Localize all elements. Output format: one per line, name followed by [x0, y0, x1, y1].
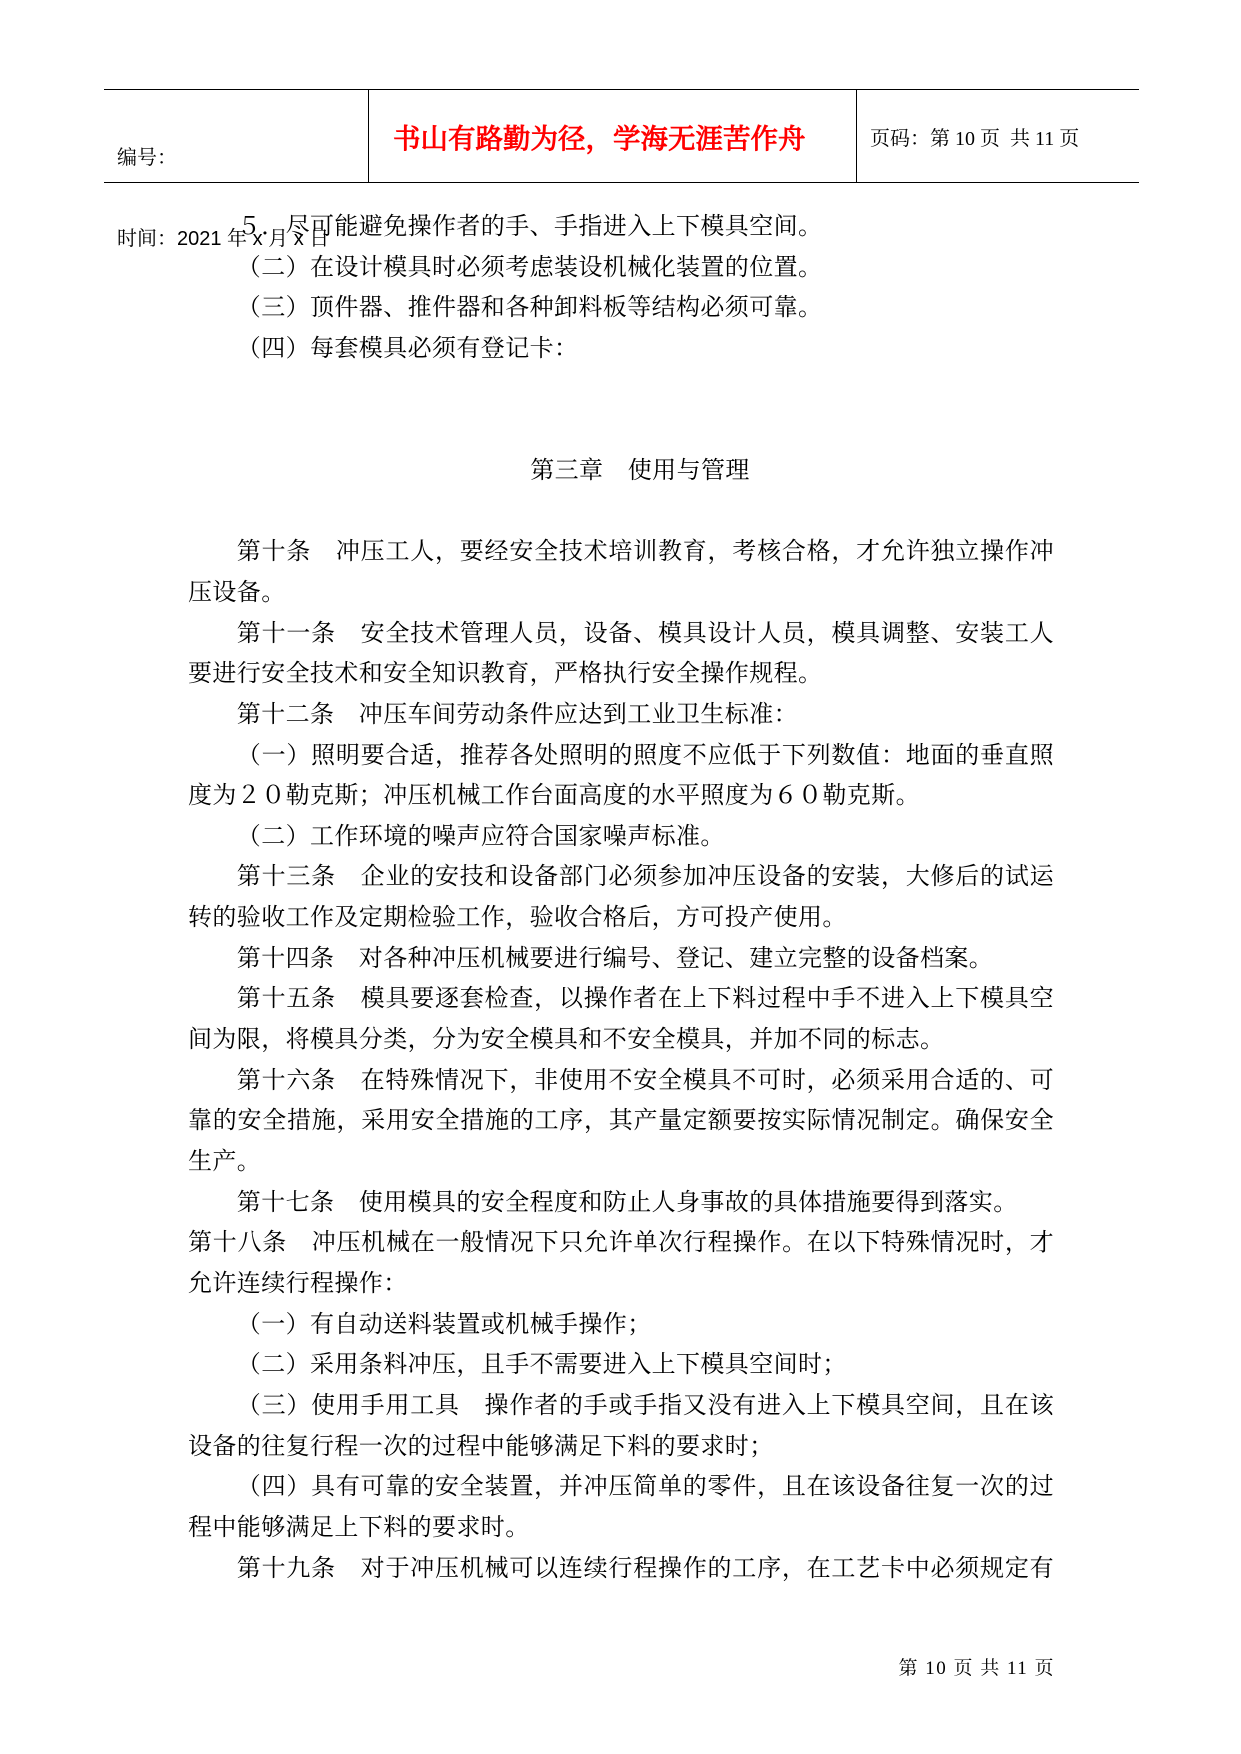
- article-paragraph: [188, 979, 1054, 1060]
- list-item: ５．尽可能避免操作者的手、手指进入上下模具空间。: [236, 214, 823, 240]
- paragraph-line: 第十条 冲压工人，要经安全技术培训教育，考核合格，才允许独立操作冲: [236, 539, 1054, 566]
- document-body: [188, 207, 1054, 1589]
- paragraph-line: 要进行安全技术和安全知识教育，严格执行安全操作规程。: [188, 661, 823, 688]
- article-paragraph: [188, 1183, 1054, 1224]
- header-page-cell: [856, 90, 1139, 182]
- paragraph-line: 生产。: [188, 1149, 262, 1176]
- paragraph-line: 第十三条 企业的安技和设备部门必须参加冲压设备的安装，大修后的试运: [236, 864, 1054, 891]
- article-paragraph: [188, 939, 1054, 980]
- article-paragraph: [188, 1305, 1054, 1346]
- serial-number-label: 编号：: [117, 147, 177, 169]
- list-item: （二）在设计模具时必须考虑装设机械化装置的位置。: [236, 254, 823, 281]
- article-paragraph: [188, 817, 1054, 858]
- paragraph-line: 允许连续行程操作：: [188, 1271, 408, 1298]
- date-line: 时间：2021 年 x 月 x 日: [117, 228, 330, 250]
- article-paragraph: [188, 1061, 1054, 1183]
- paragraph-line: 程中能够满足上下料的要求时。: [188, 1514, 530, 1541]
- paragraph-line: （二）工作环境的噪声应符合国家噪声标准。: [236, 823, 725, 850]
- article-paragraph: [188, 1549, 1054, 1590]
- paragraph-line: 第十四条 对各种冲压机械要进行编号、登记、建立完整的设备档案。: [236, 945, 994, 972]
- header-meta-cell: [104, 90, 368, 250]
- header-page-info: 页码：第 10 页 共 11 页: [870, 127, 1080, 150]
- paragraph-line: （四）具有可靠的安全装置，并冲压简单的零件，且在该设备往复一次的过: [236, 1474, 1054, 1501]
- paragraph-line: （三）使用手用工具 操作者的手或手指又没有进入上下模具空间，且在该: [236, 1393, 1054, 1419]
- footer-page-number: 第 10 页 共 11 页: [898, 1658, 1055, 1679]
- article-paragraph: [188, 614, 1054, 695]
- paragraph-line: 设备的往复行程一次的过程中能够满足下料的要求时；: [188, 1433, 774, 1460]
- motto-text: 书山有路勤为径，学海无涯苦作舟: [393, 123, 806, 155]
- article-paragraph: [188, 1223, 1054, 1304]
- list-item: （三）顶件器、推件器和各种卸料板等结构必须可靠。: [236, 295, 823, 322]
- paragraph-line: 第十九条 对于冲压机械可以连续行程操作的工序，在工艺卡中必须规定有: [236, 1555, 1054, 1582]
- article-paragraph: [188, 695, 1054, 736]
- list-item: （四）每套模具必须有登记卡：: [236, 335, 579, 362]
- paragraph-line: （一）照明要合适，推荐各处照明的照度不应低于下列数值：地面的垂直照: [236, 742, 1054, 769]
- paragraph-line: 第十六条 在特殊情况下，非使用不安全模具不可时，必须采用合适的、可: [236, 1067, 1054, 1094]
- paragraph-line: 第十八条 冲压机械在一般情况下只允许单次行程操作。在以下特殊情况时，才: [188, 1230, 1054, 1257]
- paragraph-line: 转的验收工作及定期检验工作，验收合格后，方可投产使用。: [188, 905, 847, 932]
- article-paragraph: [188, 1386, 1054, 1467]
- paragraph-line: （二）采用条料冲压，且手不需要进入上下模具空间时；: [236, 1352, 847, 1379]
- paragraph-line: 第十一条 安全技术管理人员，设备、模具设计人员，模具调整、安装工人: [236, 620, 1054, 647]
- article-paragraph: [188, 532, 1054, 613]
- article-paragraph: [188, 857, 1054, 938]
- paragraph-line: （一）有自动送料装置或机械手操作；: [236, 1311, 652, 1338]
- paragraph-line: 第十七条 使用模具的安全程度和防止人身事故的具体措施要得到落实。: [236, 1189, 1018, 1216]
- paragraph-line: 第十五条 模具要逐套检查，以操作者在上下料过程中手不进入上下模具空: [236, 986, 1054, 1013]
- paragraph-line: 间为限，将模具分类，分为安全模具和不安全模具，并加不同的标志。: [188, 1027, 945, 1054]
- header-motto-cell: [368, 90, 856, 182]
- paragraph-line: 压设备。: [188, 579, 286, 606]
- paragraph-line: 度为２０勒克斯；冲压机械工作台面高度的水平照度为６０勒克斯。: [188, 783, 920, 810]
- article-paragraph: [188, 1467, 1054, 1548]
- paragraph-line: 靠的安全措施，采用安全措施的工序，其产量定额要按实际情况制定。确保安全: [188, 1108, 1054, 1135]
- article-paragraph: [188, 1345, 1054, 1386]
- article-paragraph: [188, 736, 1054, 817]
- page-footer: [873, 1633, 1055, 1705]
- list-items: [188, 207, 1054, 370]
- paragraph-line: 第十二条 冲压车间劳动条件应达到工业卫生标准：: [236, 701, 798, 728]
- chapter-title: 第三章 使用与管理: [530, 457, 750, 484]
